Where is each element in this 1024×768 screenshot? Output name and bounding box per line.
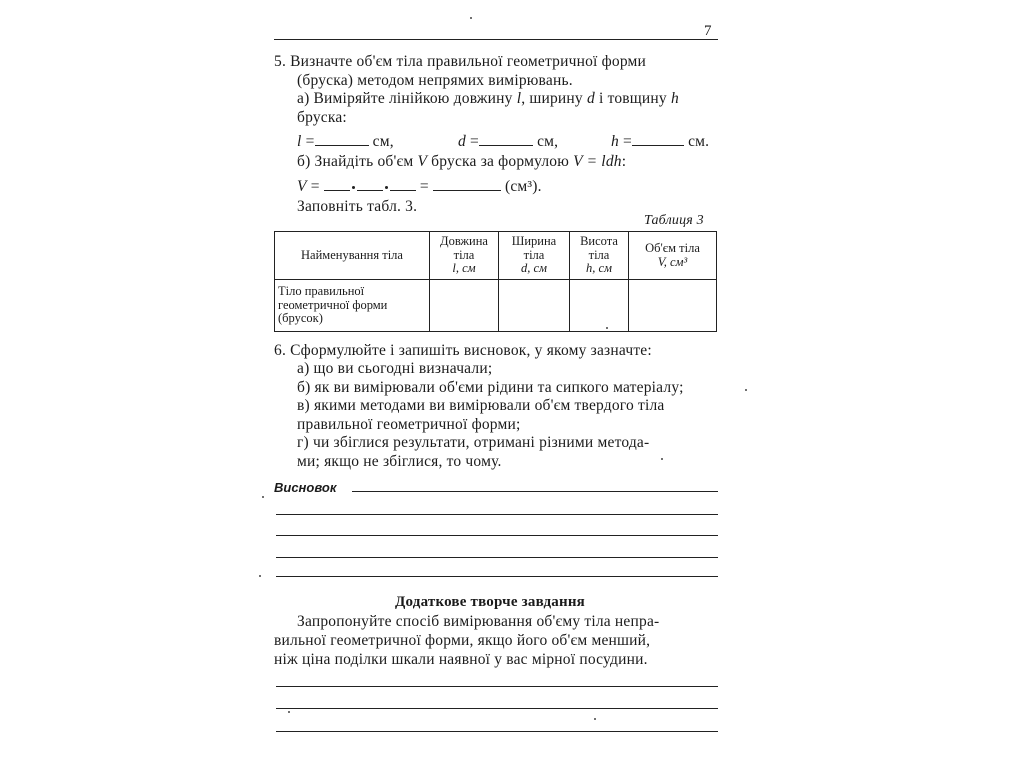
task5b-line <box>297 153 626 171</box>
cell-length[interactable] <box>430 280 499 332</box>
volume-unit: (см³). <box>504 178 542 195</box>
var-d: d <box>586 90 595 107</box>
scan-speck <box>606 327 608 329</box>
table-header-row <box>275 232 717 280</box>
unit-cm: см, <box>537 133 559 150</box>
width-field <box>458 131 558 151</box>
var-V: V <box>417 153 428 170</box>
length-field <box>297 131 394 151</box>
extra-task-title: Додаткове творче завдання <box>395 594 585 610</box>
task6-item-d2: ми; якщо не збіглися, то чому. <box>297 453 502 470</box>
factor-blank-1[interactable] <box>324 176 350 191</box>
var-l: l <box>516 90 522 107</box>
height-blank[interactable] <box>632 131 684 146</box>
conclusion-line-5[interactable] <box>276 576 718 577</box>
table-caption: Таблиця 3 <box>644 213 704 228</box>
conclusion-line-2[interactable] <box>276 514 718 515</box>
header-width: Ширина тіла d, см <box>499 232 570 280</box>
table-row <box>275 280 717 332</box>
scan-speck <box>262 496 264 498</box>
factor-blank-2[interactable] <box>357 176 383 191</box>
task5a-line2: бруска: <box>297 109 347 126</box>
cell-volume[interactable] <box>629 280 717 332</box>
row-name: Тіло правильної геометричної форми (брусок) <box>275 280 430 332</box>
task5a-text: а) Виміряйте лінійкою довжину <box>297 90 517 107</box>
scan-speck <box>594 718 596 720</box>
scan-speck <box>259 575 261 577</box>
width-label: d <box>458 133 466 150</box>
scan-speck <box>745 389 747 391</box>
task5b-text: б) Знайдіть об'єм <box>297 153 418 170</box>
width-blank[interactable] <box>479 131 533 146</box>
var-h: h <box>670 90 679 107</box>
conclusion-line-4[interactable] <box>276 557 718 558</box>
volume-formula: V = ldh <box>573 153 622 170</box>
task5a-text2: , ширину <box>521 90 587 107</box>
answer-line-3[interactable] <box>276 731 718 732</box>
extra-task-line1: Запропонуйте спосіб вимірювання об'єму тіла непра- <box>297 613 660 630</box>
eq-sign: = <box>301 133 315 150</box>
header-volume: Об'єм тіла V, см³ <box>629 232 717 280</box>
conclusion-label: Висновок <box>274 480 337 495</box>
eq-sign: = <box>419 178 429 195</box>
header-rule <box>274 39 718 40</box>
task5a-line1 <box>297 90 679 108</box>
eq-sign: = <box>618 133 632 150</box>
multiply-dot <box>352 186 355 189</box>
task6-item-d1: г) чи збіглися результати, отримані різними метода- <box>297 434 650 451</box>
fill-table-instruction: Заповніть табл. 3. <box>297 198 418 215</box>
unit-cm: см. <box>688 133 710 150</box>
conclusion-line-3[interactable] <box>276 535 718 536</box>
header-height: Висота тіла h, см <box>570 232 629 280</box>
task5b-text2: бруска за формулою <box>427 153 574 170</box>
task6-line1: 6. Сформулюйте і запишіть висновок, у якому зазначте: <box>274 342 652 359</box>
answer-line-1[interactable] <box>276 686 718 687</box>
task5-line2: (бруска) методом непрямих вимірювань. <box>297 72 573 89</box>
colon: : <box>621 153 627 170</box>
eq-sign: = <box>465 133 479 150</box>
conclusion-line-1[interactable] <box>352 491 718 492</box>
task6-item-c1: в) якими методами ви вимірювали об'єм твердого тіла <box>297 397 665 414</box>
volume-result-blank[interactable] <box>433 176 501 191</box>
height-label: h <box>611 133 619 150</box>
scan-speck <box>470 17 472 19</box>
extra-task-line3: ніж ціна поділки шкали наявної у вас мірної посудини. <box>274 651 648 668</box>
table-3 <box>274 231 717 332</box>
height-field <box>611 131 709 151</box>
cell-height[interactable] <box>570 280 629 332</box>
task5a-text3: і товщину <box>594 90 671 107</box>
task5-line1: 5. Визначте об'єм тіла правильної геометричної форми <box>274 53 647 70</box>
task6-item-c2: правильної геометричної форми; <box>297 416 521 433</box>
eq-sign: = <box>306 178 320 195</box>
length-label: l <box>297 133 302 150</box>
scan-speck <box>661 458 663 460</box>
task6-item-a: а) що ви сьогодні визначали; <box>297 360 493 377</box>
header-length: Довжина тіла l, см <box>430 232 499 280</box>
multiply-dot <box>385 186 388 189</box>
volume-calc <box>297 176 542 196</box>
scan-speck <box>288 711 290 713</box>
task6-item-b: б) як ви вимірювали об'єми рідини та сипкого матеріалу; <box>297 379 684 396</box>
length-blank[interactable] <box>315 131 369 146</box>
extra-task-line2: вильної геометричної форми, якщо його об'єм менший, <box>274 632 651 649</box>
volume-label: V <box>297 178 307 195</box>
unit-cm: см, <box>372 133 394 150</box>
answer-line-2[interactable] <box>276 708 718 709</box>
cell-width[interactable] <box>499 280 570 332</box>
factor-blank-3[interactable] <box>390 176 416 191</box>
header-name: Найменування тіла <box>275 232 430 280</box>
page-number: 7 <box>704 23 712 39</box>
